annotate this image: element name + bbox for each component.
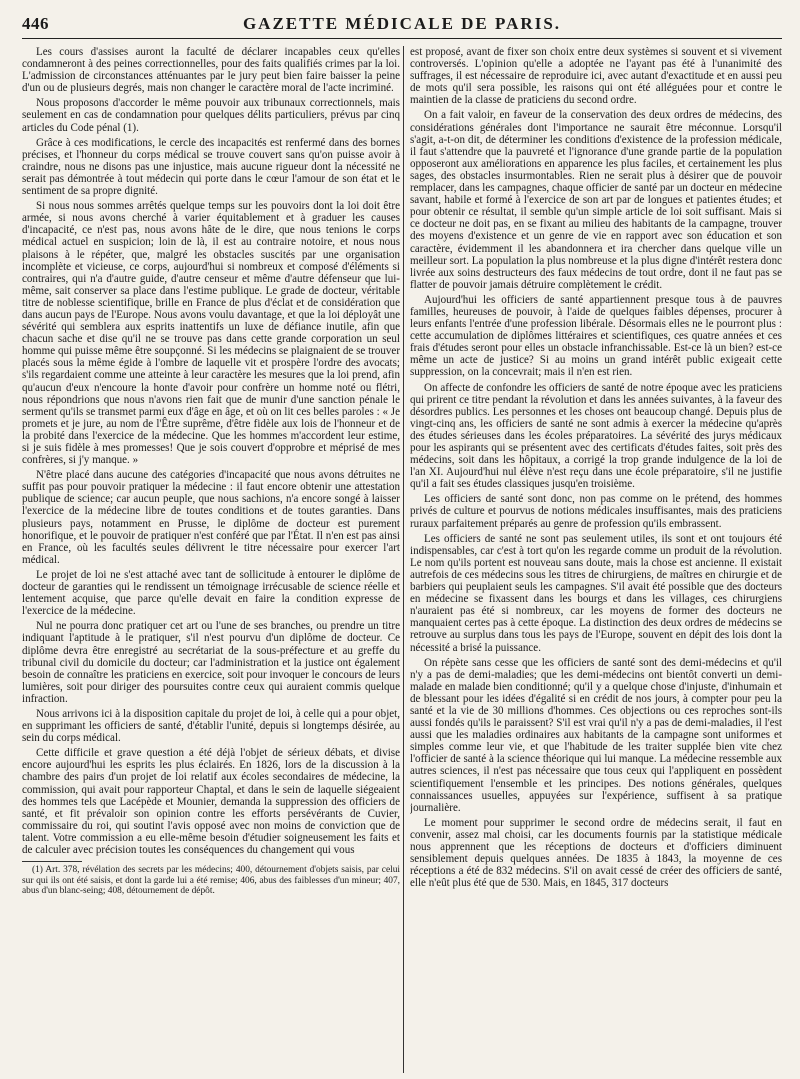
- left-column: [22, 46, 400, 1073]
- paragraph: Le moment pour supprimer le second ordre de médecins serait, il faut en convenir, assez mal choisi, car les documents fournis par la statistique médicale nous apprennent que les réceptions de docteurs et d'officiers diminuent sensiblement depuis quelques années. De 1835 à 1843, la moyenne de ces réceptions a été de 832 médecins. S'il on avait cessé de créer des officiers de santé, elle n'eût plus été que de 530. Mais, en 1845, 317 docteurs: [410, 816, 782, 890]
- paragraph: Si nous nous sommes arrêtés quelque temps sur les pouvoirs dont la loi doit être armée, si nous avons cherché à varier équitablement et à graduer les causes d'incapacité, ce n'est pas, nous avons hâte de le dire, que nous tenions le corps médical actuel en suspicion; loin de là, il est au contraire notoire, et nous nous plaisons à le répéter, que, malgré les obstacles suscités par une organisation incomplète et vicieuse, ce corps, aujourd'hui si nombreux et composé d'éléments si contraires, qui n'a d'autre guide, d'autre censeur et même d'autre défenseur que lui-même, sait conserver sa place dans l'estime publique. Le grade de docteur, véritable titre de noblesse scientifique, brille en France de plus d'éclat et de considération que dans aucun pays de l'Europe. Nous avons voulu davantage, et que la loi déployât une sévérité qui semblera aux esprits inattentifs un luxe de défiance inutile, afin que chacun sache et dise qu'il ne se trouve pas dans cette grande corporation un seul homme qui puisse même être soupçonné. Si les médecins se plaignaient de se trouver placés sous la même égide à l'ombre de laquelle vit et prospère l'ordre des avocats; s'ils regardaient comme une atteinte à leur caractère les mesures que la loi prend, afin qu'aucun d'eux n'encoure la honte d'avoir pour confrère un homme noté ou flétri, nous répondrions que nous n'avons rien fait que de munir d'une sanction pénale le serment qu'ils se transmet parmi eux d'âge en âge, et où on lit ces belles paroles : « Je promets et je jure, au nom de l'Être suprême, d'être fidèle aux lois de l'honneur et de la probité dans l'exercice de la médecine. Que les hommes m'accordent leur estime, si je suis fidèle à mes promesses! Que je sois couvert d'opprobre et méprisé de mes confrères, si j'y manque. »: [22, 200, 400, 467]
- paragraph: Aujourd'hui les officiers de santé appartiennent presque tous à de pauvres familles, heureuses de pouvoir, à l'aide de quelques faibles dépenses, procurer à leurs enfants l'entrée d'une profession libérale. Désormais elles ne le pourront plus : cette accumulation de diplômes littéraires et scientifiques, ces quatre années et ces frais d'études seront pour elles un obstacle infranchissable. Est-ce là un bien? est-ce même un acte de justice? Si au moins un grand intérêt public exigeait cette suppression, on la concevrait; mais il n'en est rien.: [410, 293, 782, 379]
- header-rule: [22, 38, 782, 39]
- right-column: [410, 46, 782, 1073]
- footnote-rule: [22, 861, 82, 862]
- paragraph: Les officiers de santé ne sont pas seulement utiles, ils sont et ont toujours été indispensables, car c'est à tort qu'on les regarde comme un produit de la révolution. Le nom qu'ils portent est nouveau sans doute, mais la chose est ancienne. Il existait autrefois de ces médecins sous les titres de chirurgiens, de maîtres en chirurgie et de barbiers qui peuplaient seuls les campagnes. S'il avait été possible que des docteurs en médecine se fixassent dans les bourgs et dans les villages, ces chirurgiens n'auraient pas été si nombreux, car les moyens de former des docteurs ne manquaient certes pas à cette époque. La distinction des deux ordres de médecins se retrouve au surplus dans tous les pays de l'Europe, souvent en dépit des lois dont la nécessité a brisé la puissance.: [410, 532, 782, 654]
- paragraph: Cette difficile et grave question a été déjà l'objet de sérieux débats, et divise encore aujourd'hui les esprits les plus éclairés. En 1826, lors de la discussion à la chambre des pairs d'un projet de loi relatif aux écoles secondaires de médecine, la commission, qui avait pour rapporteur Chaptal, et dans le sein de laquelle siégeaient des hommes tels que Lacépède et Mounier, demanda la suppression des officiers de santé, et fit prévaloir son opinion contre les efforts persévérants de Cuvier, commissaire du roi, qui soutint l'avis opposé avec non moins de conviction que de talent. Votre commission a eu elle-même besoin d'étudier soigneusement les faits et de calculer avec précision toutes les conséquences du changement qui vous: [22, 747, 400, 856]
- paragraph: N'être placé dans aucune des catégories d'incapacité que nous avons détruites ne suffit pas pour pouvoir pratiquer la médecine : il faut encore obtenir une attestation publique de science; car aucun peuple, que nous sachions, n'a encore songé à laisser l'exercice de la médecine libre de toutes conditions et de toutes garanties. Dans plusieurs pays, notamment en Prusse, le diplôme de docteur est purement honorifique, et le pouvoir de pratiquer n'est conféré que par l'État. Il n'en est pas ainsi en France, où les facultés seules délivrent le titre nécessaire pour exercer l'art médical.: [22, 469, 400, 566]
- column-divider: [403, 46, 404, 1073]
- footnote: (1) Art. 378, révélation des secrets par les médecins; 400, détournement d'objets saisis, par celui sur qui ils ont été saisis, et dont la garde lui a été remise; 406, abus des faiblesses d'un mineur; 407, abus d'un blanc-seing; 408, détournement de dépôt.: [22, 865, 400, 897]
- paragraph: Nul ne pourra donc pratiquer cet art ou l'une de ses branches, ou prendre un titre indiquant l'aptitude à le pratiquer, s'il n'est pourvu d'un diplôme de docteur. Ce diplôme devra être enregistré au secrétariat de la sous-préfecture et au greffe du tribunal civil du domicile du docteur; car l'administration et la justice ont également besoin de connaître les praticiens en exercice, soit pour invoquer le concours de leurs lumières, soit pour diriger des poursuites contre ceux qui auraient commis quelque infraction.: [22, 620, 400, 705]
- paragraph: Les officiers de santé sont donc, non pas comme on le prétend, des hommes privés de culture et pourvus de notions médicales insuffisantes, mais des praticiens ruraux parfaitement préparés au genre de profession qu'ils embrassent.: [410, 493, 782, 530]
- article-columns: [22, 46, 782, 1073]
- paragraph: Nous arrivons ici à la disposition capitale du projet de loi, à celle qui a pour objet, en supprimant les officiers de santé, d'établir l'unité, depuis si longtemps désirée, au sein du corps médical.: [22, 707, 400, 745]
- paragraph: Les cours d'assises auront la faculté de déclarer incapables ceux qu'elles condamneront à des peines correctionnelles, pour des faits qualifiés crimes par la loi. L'admission de circonstances atténuantes par le jury peut bien faire baisser la peine d'un ou de plusieurs degrés, mais non changer le caractère moral de l'acte incriminé.: [22, 46, 400, 95]
- paragraph: On a fait valoir, en faveur de la conservation des deux ordres de médecins, des considérations générales dont l'importance ne saurait être méconnue. Lorsqu'il s'agit, a-t-on dit, de déterminer les conditions d'existence de la profession médicale, il faut s'attendre que la pauvreté et l'ignorance d'une grande partie de la population opposeront aux améliorations en apparence les plus faciles, et certainement les plus sages, des obstacles insurmontables. Rien ne serait plus à désirer que de pouvoir remplacer, dans les campagnes, chaque officier de santé par un docteur en médecine savant, habile et formé à l'exercice de son art par de longues et patientes études; et pour obtenir ce résultat, il semble qu'un simple article de loi soit suffisant. Mais si ce docteur ne doit pas, en se fixant au milieu des habitants de la campagne, trouver des moyens d'existence et un genre de vie en rapport avec son éducation et son caractère, évidemment il les abandonnera et ira chercher dans quelque ville un meilleur sort. La population la plus nombreuse et la plus digne d'intérêt restera donc livrée aux soins destructeurs des faux médecins de tout ordre, dont il ne faut pas se flatter de pouvoir jamais détruire complètement le crédit.: [410, 109, 782, 291]
- paragraph: On affecte de confondre les officiers de santé de notre époque avec les praticiens qui prirent ce titre pendant la révolution et dans les années suivantes, à la faveur des désordres publics. Les personnes et les choses ont beaucoup changé. Depuis plus de vingt-cinq ans, les officiers de santé ne sont admis à exercer la médecine qu'après des études sérieuses dans les écoles préparatoires. La sévérité des jurys médicaux pour les aspirants qui se présentent avec des certificats d'études faites, soit près des médecins, soit dans les hôpitaux, a corrigé la trop grande indulgence de la loi de l'an XI. Aujourd'hui nul élève n'est reçu dans une école préparatoire, s'il ne justifie qu'il a fait ses études classiques jusqu'en troisième.: [410, 381, 782, 491]
- page-number: 446: [22, 14, 49, 33]
- journal-title: GAZETTE MÉDICALE DE PARIS.: [242, 14, 562, 33]
- paragraph: Nous proposons d'accorder le même pouvoir aux tribunaux correctionnels, mais seulement en cas de condamnation pour quelques délits particuliers, prévus par cinq articles du Code pénal (1).: [22, 97, 400, 134]
- paragraph: On répète sans cesse que les officiers de santé sont des demi-médecins et qu'il n'y a pas de demi-maladies; que les demi-médecins ont bientôt converti un demi-malade en malade bien conditionné; qu'il y a quelque chose d'injuste, d'inhumain et de blessant pour les idées d'égalité si en crédit de nos jours, à compter pour peu la santé et la vie de 30 millions d'hommes. Ces objections ou ces reproches sont-ils aussi fondés qu'ils le paraissent? S'il est vrai qu'il n'y a pas de demi-maladies, il l'est aussi que les maladies ordinaires aux habitants de la campagne sont uniformes et simples comme leur vie, et que l'habitude de les traiter supplée bien vite chez l'officier de santé à la science théorique qui lui manque. La médecine ressemble aux autres sciences, il n'est pas nécessaire que tous ceux qui l'appliquent en possèdent scientifiquement l'ensemble et les principes. Des notions générales, quelques connaissances usuelles, appuyées sur l'expérience, suffisent à sa pratique journalière.: [410, 656, 782, 814]
- page-header: [22, 14, 782, 40]
- paragraph: Le projet de loi ne s'est attaché avec tant de sollicitude à entourer le diplôme de docteur de garanties qui le rendissent un témoignage irrécusable de science réelle et lentement acquise, que parce qu'elle devait en faire la condition expresse de l'exercice de la médecine.: [22, 568, 400, 618]
- paragraph: est proposé, avant de fixer son choix entre deux systèmes si souvent et si vivement controversés. L'opinion qu'elle a adoptée ne l'ayant pas été à l'unanimité des suffrages, il est nécessaire de reproduire ici, avec autant d'exactitude et en aussi peu de mots qu'il sera possible, les raisons qui ont été alléguées pour et contre le maintien de la classe de praticiens du second ordre.: [410, 46, 782, 107]
- paragraph: Grâce à ces modifications, le cercle des incapacités est renfermé dans des bornes précises, et l'honneur du corps médical se trouve couvert sans qu'on puisse avoir à craindre, nous ne disons pas une injustice, mais aucune rigueur dont la nécessité ne serait pas démontrée à tout médecin qui porte dans le cœur l'amour de son état et le sentiment de sa propre dignité.: [22, 136, 400, 198]
